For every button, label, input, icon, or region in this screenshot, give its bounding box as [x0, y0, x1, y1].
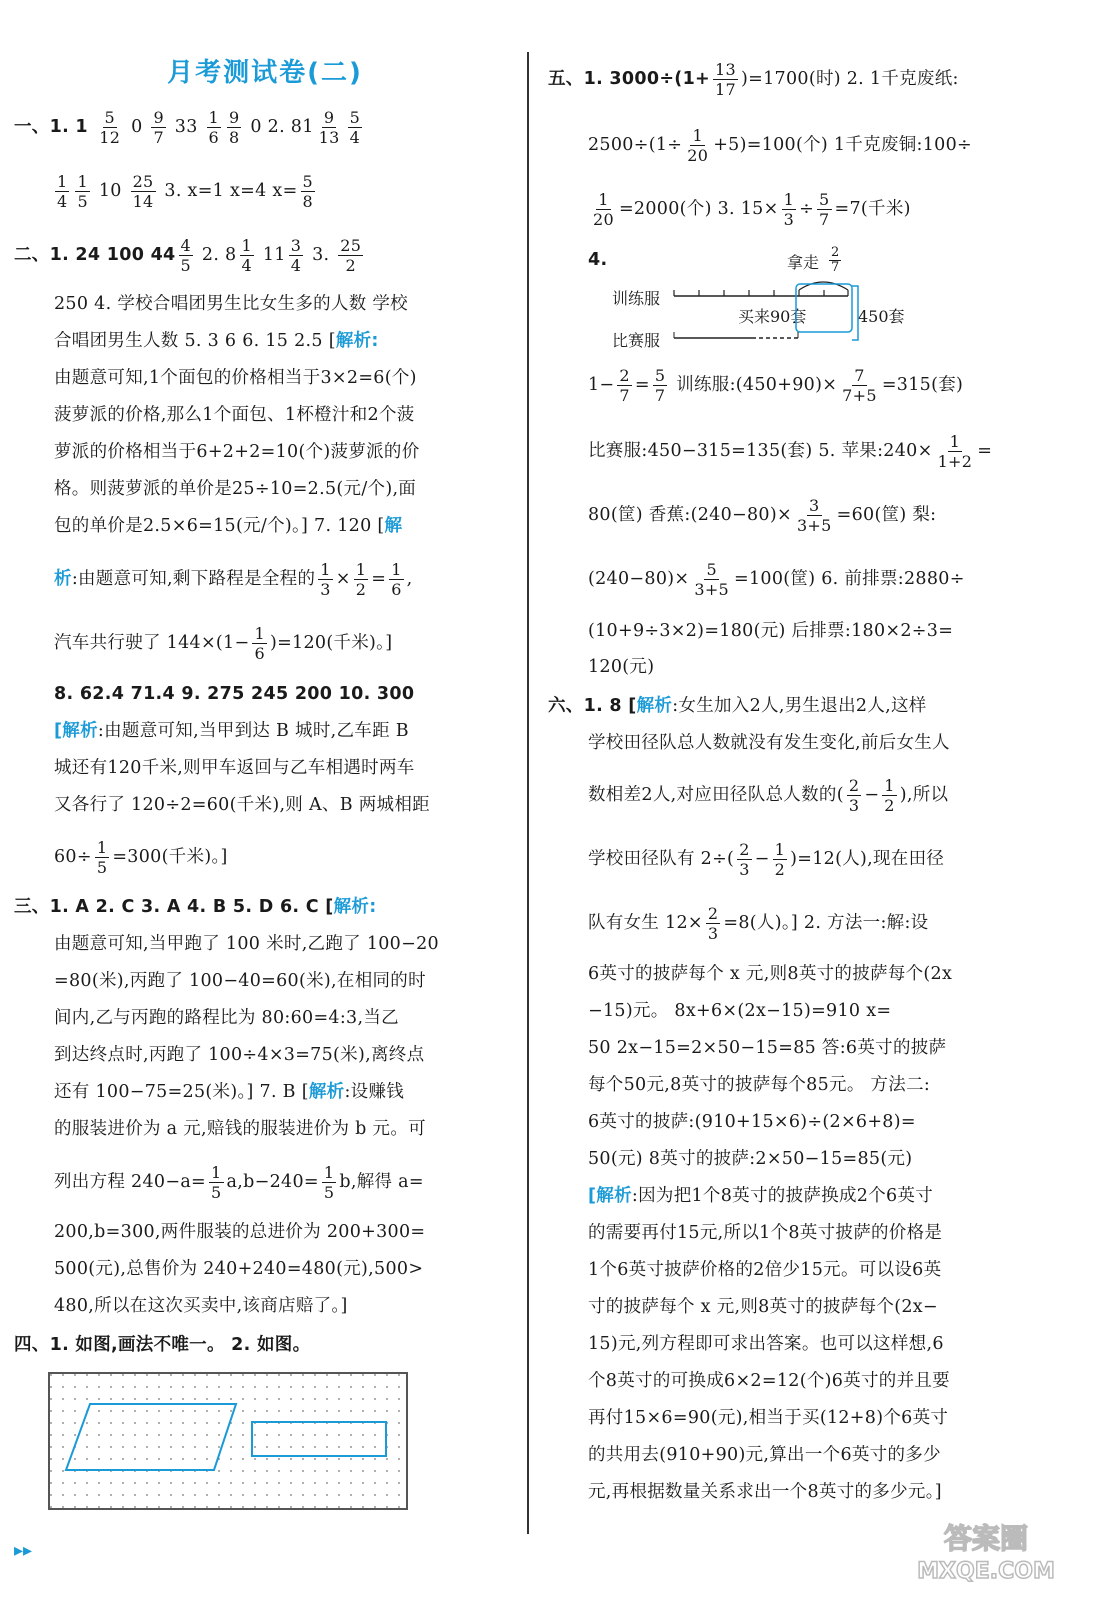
fraction: $\frac{9}{8}$	[229, 108, 240, 147]
page-title: 月考测试卷(二)	[167, 58, 363, 88]
answer-line: =80(米),丙跑了 100−40=60(米),在相同的时	[54, 971, 426, 991]
fraction: $\frac{1}{5}$	[323, 1163, 335, 1202]
segment-diagram	[612, 246, 932, 352]
fraction: $\frac{1}{6}$	[391, 560, 402, 599]
fraction: $\frac{5}{3+5}$	[694, 560, 730, 599]
answer-line: 一、1. 1 $\frac{5}{12}$ 0 $\frac{9}{7}$ 33 $\frac{1}{6}$ $\frac{9}{8}$ 0 2. 81 $\frac{9}{13}$ $\frac{5}{4}$	[14, 108, 361, 147]
answer-line: 合唱团男生人数 5. 3 6 6. 15 2.5 [解析:	[54, 331, 379, 351]
buy-label: 买来90套	[738, 307, 807, 326]
answer-line: 格。则菠萝派的单价是25÷10=2.5(元/个),面	[54, 479, 417, 499]
fraction: $\frac{1}{3}$	[320, 560, 331, 599]
answer-line: 六、1. 8 [解析:女生加入2人,男生退出2人,这样	[548, 696, 927, 716]
answer-line: 200,b=300,两件服装的总进价为 200+300=	[54, 1222, 426, 1242]
fraction: $\frac{1}{5}$	[77, 172, 88, 211]
answer-line: 又各行了 120÷2=60(千米),则 A、B 两城相距	[54, 795, 430, 815]
answer-line: 队有女生 12× $\frac{2}{3}$ =8(人)。] 2. 方法一:解:设	[588, 904, 929, 943]
fraction: $\frac{9}{7}$	[153, 108, 164, 147]
fraction: $\frac{1}{2}$	[355, 560, 367, 599]
answer-line: 的服装进价为 a 元,赔钱的服装进价为 b 元。可	[54, 1119, 426, 1139]
fraction: $\frac{13}{17}$	[715, 60, 736, 99]
fraction: $\frac{1}{6}$	[254, 624, 265, 663]
answer-line: $\frac{1}{4}$ $\frac{1}{5}$ 10 $\frac{25}{14}$ 3. x=1 x=4 x= $\frac{5}{8}$	[57, 172, 314, 211]
fraction: $\frac{1}{20}$	[593, 190, 614, 229]
answer-line: 480,所以在这次买卖中,该商店赔了。]	[54, 1296, 348, 1316]
answer-line: 学校田径队总人数就没有发生变化,前后女生人	[588, 733, 950, 753]
fraction: $\frac{1}{4}$	[241, 236, 252, 275]
fraction: $\frac{9}{13}$	[318, 108, 340, 147]
answer-line: 15)元,列方程即可求出答案。也可以这样想,6	[588, 1334, 944, 1354]
answer-line: 250 4. 学校合唱团男生比女生多的人数 学校	[54, 294, 408, 314]
answer-line: 8. 62.4 71.4 9. 275 245 200 10. 300	[54, 684, 415, 704]
answer-line: 萝派的价格相当于6+2+2=10(个)菠萝派的价	[54, 442, 420, 462]
answer-line: 60÷ $\frac{1}{5}$ =300(千米)。]	[54, 838, 228, 877]
svg-text:答案圈: 答案圈	[943, 1522, 1029, 1555]
grid-drawing	[50, 1374, 406, 1508]
fraction: $\frac{5}{7}$	[819, 190, 830, 229]
answer-line: 数相差2人,对应田径队总人数的( $\frac{2}{3}$ − $\frac{1}{2}$ ),所以	[588, 776, 949, 815]
answer-line: 二、1. 24 100 44 $\frac{4}{5}$ 2. 8 $\frac{1}{4}$ 11 $\frac{3}{4}$ 3. $\frac{25}{2}$	[14, 236, 362, 275]
fraction: $\frac{1}{20}$	[687, 126, 709, 165]
answer-line: 每个50元,8英寸的披萨每个85元。 方法二:	[588, 1075, 931, 1095]
answer-line: 6英寸的披萨:(910+15×6)÷(2×6+8)=	[588, 1112, 916, 1132]
answer-line: 1− $\frac{2}{7}$ = $\frac{5}{7}$ 训练服:(450+90)× $\frac{7}{7+5}$ =315(套)	[588, 366, 964, 405]
answer-line: 包的单价是2.5×6=15(元/个)。] 7. 120 [解	[54, 516, 403, 536]
answer-line: 四、1. 如图,画法不唯一。 2. 如图。	[14, 1335, 311, 1355]
answer-line: 个8英寸的可换成6×2=12(个)6英寸的并且要	[588, 1371, 950, 1391]
answer-line: 由题意可知,当甲跑了 100 米时,乙跑了 100−20	[54, 934, 439, 954]
answer-line: 三、1. A 2. C 3. A 4. B 5. D 6. C [解析:	[14, 897, 377, 917]
answer-line: 学校田径队有 2÷( $\frac{2}{3}$ − $\frac{1}{2}$ )=12(人),现在田径	[588, 840, 945, 879]
answer-line: 城还有120千米,则甲车返回与乙车相遇时两车	[54, 758, 415, 778]
match-label: 比赛服	[612, 331, 661, 350]
answer-line: 500(元),总售价为 240+240=480(元),500>	[54, 1259, 424, 1279]
svg-text:MXQE.COM: MXQE.COM	[917, 1559, 1055, 1584]
fraction: $\frac{5}{12}$	[99, 108, 121, 147]
answer-line: (240−80)× $\frac{5}{3+5}$ =100(筐) 6. 前排票:2880÷	[588, 560, 965, 599]
answer-line: [解析:由题意可知,当甲到达 B 城时,乙车距 B	[54, 721, 409, 741]
answer-line: 五、1. 3000÷(1+ $\frac{13}{17}$ )=1700(时) 2. 1千克废纸:	[548, 60, 959, 99]
fraction: $\frac{2}{3}$	[739, 840, 750, 879]
page-footer-marker: ▸▸	[14, 1540, 33, 1561]
answer-line: 菠萝派的价格,那么1个面包、1杯橙汁和2个菠	[54, 405, 415, 425]
answer-line: 比赛服:450−315=135(套) 5. 苹果:240× $\frac{1}{1+2}$ =	[588, 432, 993, 471]
fraction: $\frac{7}{7+5}$	[842, 366, 877, 405]
fraction: $\frac{3}{4}$	[290, 236, 302, 275]
answer-line: −15)元。 8x+6×(2x−15)=910 x=	[588, 1001, 892, 1021]
segment-lines	[612, 246, 932, 352]
fraction: $\frac{5}{8}$	[302, 172, 314, 211]
site-watermark	[894, 1516, 1074, 1586]
fraction: $\frac{1}{1+2}$	[937, 432, 973, 471]
fraction: $\frac{1}{3}$	[783, 190, 795, 229]
training-label: 训练服	[612, 289, 661, 308]
answer-line: 汽车共行驶了 144×(1− $\frac{1}{6}$ )=120(千米)。]	[54, 624, 393, 663]
answer-line: 寸的披萨每个 x 元,则8英寸的披萨每个(2x−	[588, 1297, 938, 1317]
fraction: $\frac{2}{3}$	[707, 904, 719, 943]
fraction: $\frac{2}{7}$	[619, 366, 630, 405]
fraction: $\frac{1}{2}$	[884, 776, 895, 815]
answer-line: 2500÷(1÷ $\frac{1}{20}$ +5)=100(个) 1千克废铜:100÷	[588, 126, 973, 165]
answer-line: (10+9÷3×2)=180(元) 后排票:180×2÷3=	[588, 621, 954, 641]
answer-line: 80(筐) 香蕉:(240−80)× $\frac{3}{3+5}$ =60(筐) 梨:	[588, 496, 937, 535]
column-divider	[527, 52, 529, 1534]
answer-line: [解析:因为把1个8英寸的披萨换成2个6英寸	[588, 1186, 934, 1206]
answer-line: 到达终点时,丙跑了 100÷4×3=75(米),离终点	[54, 1045, 425, 1065]
answer-line: 50(元) 8英寸的披萨:2×50−15=85(元)	[588, 1149, 913, 1169]
answer-line: 4.	[588, 250, 608, 270]
answer-line: 析:由题意可知,剩下路程是全程的 $\frac{1}{3}$ × $\frac{1}{2}$ = $\frac{1}{6}$ ,	[54, 560, 413, 599]
fraction: $\frac{1}{2}$	[774, 840, 786, 879]
fraction: $\frac{2}{3}$	[848, 776, 860, 815]
answer-line: 50 2x−15=2×50−15=85 答:6英寸的披萨	[588, 1038, 947, 1058]
answer-line: 间内,乙与丙跑的路程比为 80:60=4:3,当乙	[54, 1008, 399, 1028]
answer-line: 1个6英寸披萨价格的2倍少15元。可以设6英	[588, 1260, 942, 1280]
grid-figure	[48, 1372, 408, 1510]
answer-line: 再付15×6=90(元),相当于买(12+8)个6英寸	[588, 1408, 949, 1428]
answer-line: 6英寸的披萨每个 x 元,则8英寸的披萨每个(2x	[588, 964, 953, 984]
fraction: $\frac{5}{7}$	[654, 366, 666, 405]
fraction: $\frac{25}{14}$	[132, 172, 154, 211]
answer-line: 还有 100−75=25(米)。] 7. B [解析:设赚钱	[54, 1082, 405, 1102]
fraction: $\frac{1}{6}$	[208, 108, 219, 147]
fraction: $\frac{3}{3+5}$	[796, 496, 832, 535]
fraction: $\frac{4}{5}$	[180, 236, 192, 275]
total-label: 450套	[858, 307, 905, 326]
fraction: $\frac{5}{4}$	[349, 108, 361, 147]
answer-line: $\frac{1}{20}$ =2000(个) 3. 15× $\frac{1}{3}$ ÷ $\frac{5}{7}$ =7(千米)	[593, 190, 911, 229]
answer-line: 列出方程 240−a= $\frac{1}{5}$ a,b−240= $\frac{1}{5}$ b,解得 a=	[54, 1163, 424, 1202]
fraction: $\frac{1}{4}$	[57, 172, 68, 211]
answer-line: 由题意可知,1个面包的价格相当于3×2=6(个)	[54, 368, 417, 388]
answer-line: 的需要再付15元,所以1个8英寸披萨的价格是	[588, 1223, 943, 1243]
answer-line: 的共用去(910+90)元,算出一个6英寸的多少	[588, 1445, 941, 1465]
answer-line: 120(元)	[588, 657, 655, 677]
fraction: $\frac{2}{7}$	[831, 245, 840, 275]
fraction: $\frac{1}{5}$	[96, 838, 108, 877]
take-away-label: 拿走	[787, 253, 820, 272]
fraction: $\frac{25}{2}$	[340, 236, 362, 275]
answer-line: 元,再根据数量关系求出一个8英寸的多少元。]	[588, 1482, 942, 1502]
fraction: $\frac{1}{5}$	[211, 1163, 222, 1202]
watermark-logo	[894, 1516, 1074, 1586]
